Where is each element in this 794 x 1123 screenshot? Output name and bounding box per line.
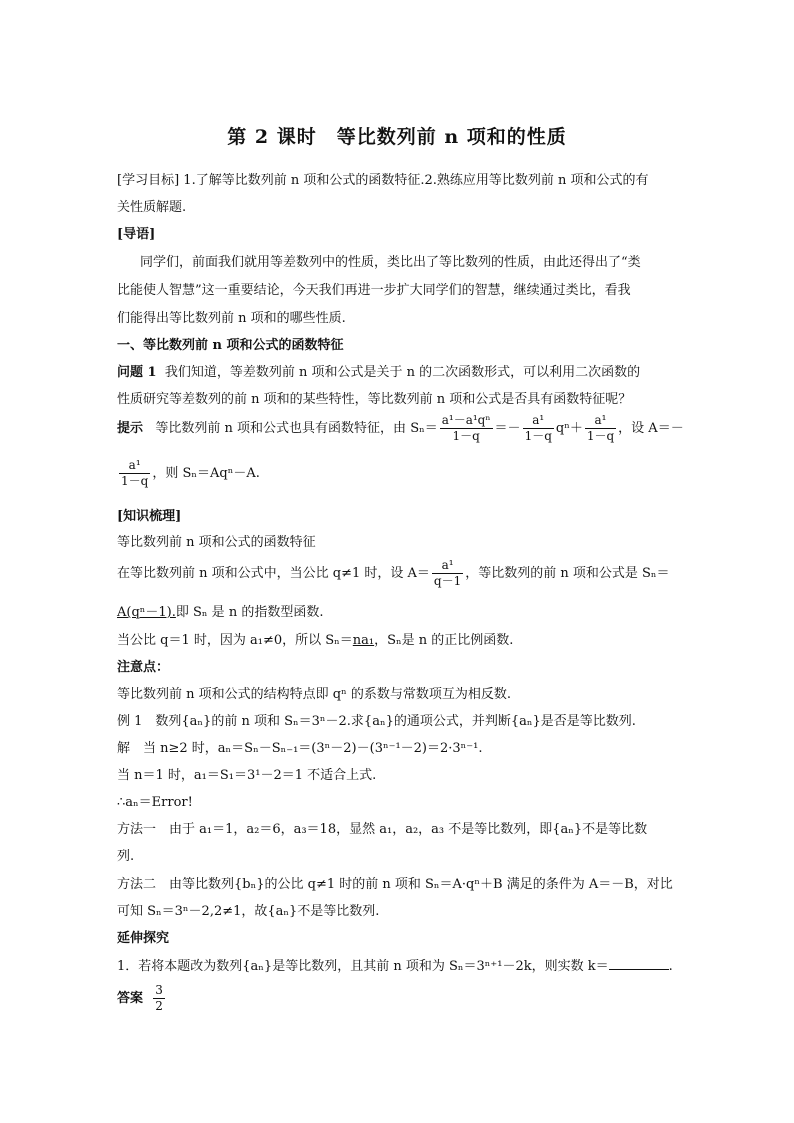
solution-line-2: 当 n＝1 时，a₁＝S₁＝3¹－2＝1 不适合上式. (117, 768, 377, 783)
knowledge-answer-na1: na₁ (352, 633, 375, 648)
knowledge-1-fraction (432, 558, 463, 589)
guide-line-2: 比能使人智慧”这一重要结论，今天我们再进一步扩大同学们的智慧，继续通过类比，看我 (117, 283, 631, 298)
hint-fraction-1 (440, 413, 493, 444)
hint-fraction-1-num: a¹－a¹qⁿ (441, 413, 491, 427)
objectives-tag: [学习目标] (117, 173, 180, 188)
answer-label: 答案 (117, 991, 144, 1006)
hint-fraction-2-num: a¹ (523, 413, 554, 429)
hint2-fraction (119, 458, 150, 489)
method-1-line-2: 列. (117, 849, 135, 864)
guide-line-1: 同学们，前面我们就用等差数列中的性质，类比出了等比数列的性质，由此还得出了“类 (140, 255, 641, 270)
knowledge-title: 等比数列前 n 项和公式的函数特征 (117, 535, 316, 550)
hint-tail: ，设 A＝－ (618, 421, 684, 436)
hint-label: 提示 (117, 421, 144, 436)
extension-question-1-text: 1．若将本题改为数列{aₙ}是等比数列，且其前 n 项和为 Sₙ＝3ⁿ⁺¹－2k，则实数 k＝ (117, 959, 609, 974)
hint-fraction-2 (523, 413, 554, 444)
method-1-line-1: 方法一 由于 a₁＝1，a₂＝6，a₃＝18，显然 a₁，a₂，a₃ 不是等比数列，即{aₙ}不是等比数 (117, 822, 648, 837)
knowledge-tag: [知识梳理] (117, 509, 182, 524)
answer-blank (609, 957, 669, 970)
knowledge-2-post: ，Sₙ是 n 的正比例函数. (374, 633, 514, 648)
answer-fraction-num: 3 (155, 983, 163, 997)
hint-fraction-1-den: 1－q (452, 429, 480, 443)
knowledge-line-2 (117, 604, 679, 622)
question-1-label: 问题 1 (117, 365, 157, 380)
objectives-line-2: 关性质解题. (117, 200, 187, 215)
hint-text: 等比数列前 n 项和公式也具有函数特征，由 Sₙ＝ (155, 421, 438, 436)
knowledge-1-fraction-num: a¹ (432, 558, 463, 574)
hint-fraction-3 (585, 413, 616, 444)
example-1: 例 1 数列{aₙ}的前 n 项和 Sₙ＝3ⁿ－2.求{aₙ}的通项公式，并判断{aₙ}是否是等比数列. (117, 714, 636, 729)
answer-fraction-den: 2 (155, 999, 163, 1013)
knowledge-line-1 (117, 558, 670, 589)
guide-tag: [导语] (117, 227, 156, 242)
hint2-fraction-den: 1－q (121, 474, 149, 488)
method-2-line-2: 可知 Sₙ＝3ⁿ－2,2≠1，故{aₙ}不是等比数列. (117, 904, 380, 919)
objectives-text-1: 1.了解等比数列前 n 项和公式的函数特征.2.熟练应用等比数列前 n 项和公式的有 (183, 173, 649, 188)
hint-fraction-3-den: 1－q (586, 429, 615, 443)
knowledge-1-text: 在等比数列前 n 项和公式中，当公比 q≠1 时，设 A＝ (117, 566, 430, 581)
hint-eq-1: ＝－ (494, 421, 521, 436)
knowledge-line-3 (117, 632, 679, 650)
objectives-line-1 (117, 172, 679, 190)
hint-fraction-2-den: 1－q (524, 429, 552, 443)
note-text: 等比数列前 n 项和公式的结构特点即 qⁿ 的系数与常数项互为相反数. (117, 687, 511, 702)
solution-line-1: 解 当 n≥2 时，aₙ＝Sₙ－Sₙ₋₁＝(3ⁿ－2)－(3ⁿ⁻¹－2)＝2·3ⁿ⁻¹. (117, 741, 483, 756)
note-label: 注意点： (117, 660, 170, 675)
answer-fraction (153, 983, 165, 1014)
knowledge-line-2-rest: 即 Sₙ 是 n 的指数型函数. (175, 605, 324, 620)
guide-line-3: 们能得出等比数列前 n 项和的哪些性质. (117, 311, 346, 326)
method-2-line-1: 方法二 由等比数列{bₙ}的公比 q≠1 时的前 n 项和 Sₙ＝A·qⁿ＋B 满足的条件为 A＝－B，对比 (117, 877, 673, 892)
hint-formula-line (117, 413, 684, 444)
knowledge-1-fraction-den: q－1 (433, 574, 462, 588)
knowledge-2-pre: 当公比 q＝1 时，因为 a₁≠0，所以 Sₙ＝ (117, 633, 353, 648)
hint-eq-2: qⁿ＋ (555, 421, 583, 436)
section-heading-1: 一、等比数列前 n 项和公式的函数特征 (117, 338, 344, 353)
extension-title: 延伸探究 (117, 931, 170, 946)
knowledge-1-tail: ，等比数列的前 n 项和公式是 Sₙ＝ (465, 566, 670, 581)
extension-question-1 (117, 957, 679, 976)
extension-question-1-end: . (668, 959, 673, 974)
hint-formula-line-2 (117, 458, 260, 489)
question-1-text-1: 我们知道，等差数列前 n 项和公式是关于 n 的二次函数形式，可以利用二次函数的 (164, 365, 641, 380)
hint2-fraction-num: a¹ (119, 458, 150, 474)
answer-line (117, 983, 167, 1014)
knowledge-answer-formula: A(qⁿ－1). (117, 605, 176, 620)
page-title: 第 2 课时 等比数列前 n 项和的性质 (227, 126, 567, 148)
question-1-line-2: 性质研究等差数列的前 n 项和的某些特性，等比数列前 n 项和公式是否具有函数特征呢？ (117, 392, 632, 407)
question-1-line-1 (117, 364, 679, 382)
solution-line-3: ∴aₙ＝Error! (117, 795, 193, 810)
hint-fraction-3-num: a¹ (585, 413, 616, 429)
hint2-tail: ，则 Sₙ＝Aqⁿ－A. (152, 466, 260, 481)
